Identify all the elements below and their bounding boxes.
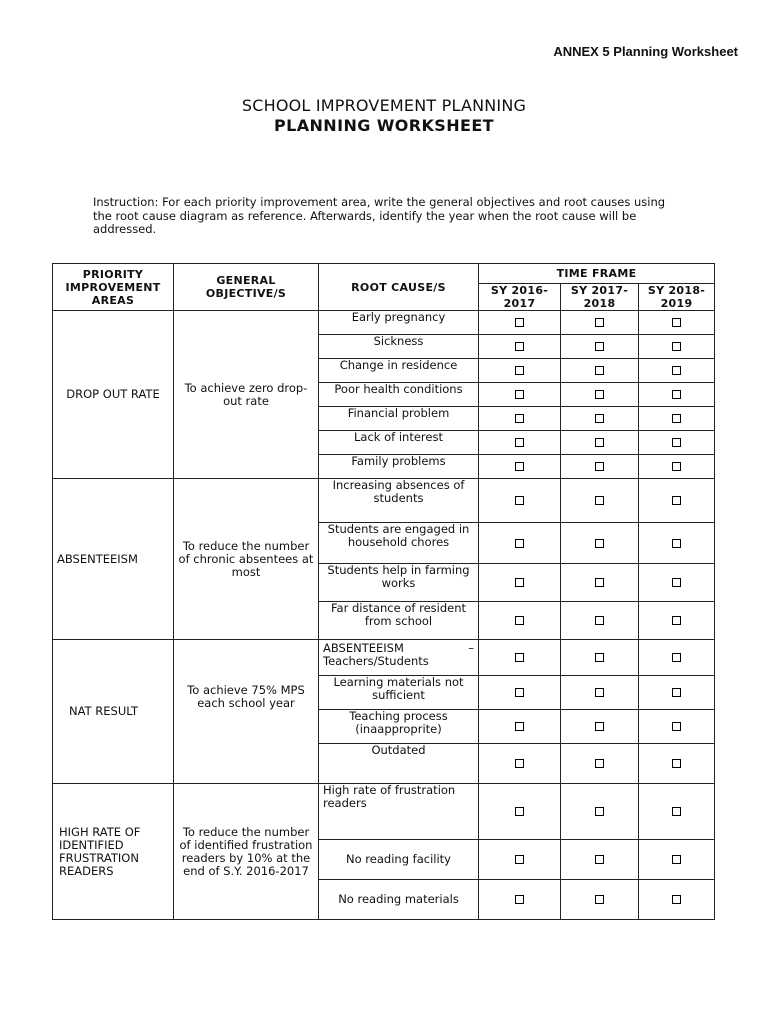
checkbox[interactable] xyxy=(595,895,604,904)
checkbox[interactable] xyxy=(595,366,604,375)
checkbox[interactable] xyxy=(515,578,524,587)
checkbox[interactable] xyxy=(595,653,604,662)
checkbox[interactable] xyxy=(515,342,524,351)
root-cause: Students help in farming works xyxy=(319,564,479,602)
planning-worksheet-table xyxy=(52,263,715,920)
root-cause-dash: – xyxy=(468,641,474,655)
checkbox[interactable] xyxy=(672,462,681,471)
header-priority-areas: PRIORITY IMPROVEMENT AREAS xyxy=(53,264,174,311)
checkbox[interactable] xyxy=(595,342,604,351)
checkbox[interactable] xyxy=(515,462,524,471)
checkbox[interactable] xyxy=(515,390,524,399)
root-cause: Teaching process (inaapproprite) xyxy=(319,710,479,744)
checkbox[interactable] xyxy=(595,807,604,816)
table-row xyxy=(53,640,715,676)
checkbox[interactable] xyxy=(672,366,681,375)
table-row xyxy=(53,311,715,335)
checkbox[interactable] xyxy=(672,722,681,731)
root-cause: Far distance of resident from school xyxy=(319,602,479,640)
checkbox[interactable] xyxy=(515,855,524,864)
checkbox[interactable] xyxy=(672,496,681,505)
checkbox[interactable] xyxy=(672,318,681,327)
header-root-causes: ROOT CAUSE/S xyxy=(319,264,479,311)
checkbox[interactable] xyxy=(672,539,681,548)
checkbox[interactable] xyxy=(515,688,524,697)
checkbox[interactable] xyxy=(672,616,681,625)
root-cause: No reading facility xyxy=(319,840,479,880)
root-cause: Sickness xyxy=(319,335,479,359)
root-cause: Increasing absences of students xyxy=(319,479,479,523)
checkbox[interactable] xyxy=(672,390,681,399)
area-nat-result xyxy=(53,640,174,784)
header-time-frame: TIME FRAME xyxy=(479,264,715,284)
checkbox[interactable] xyxy=(515,539,524,548)
root-cause-part: Teachers/Students xyxy=(323,654,429,668)
header-general-objectives: GENERAL OBJECTIVE/S xyxy=(174,264,319,311)
root-cause: Early pregnancy xyxy=(319,311,479,335)
checkbox[interactable] xyxy=(672,688,681,697)
area-drop-out-rate: DROP OUT RATE xyxy=(53,311,174,479)
table-row xyxy=(53,479,715,523)
root-cause: Outdated xyxy=(319,744,479,784)
root-cause: Change in residence xyxy=(319,359,479,383)
root-cause: Learning materials not sufficient xyxy=(319,676,479,710)
checkbox[interactable] xyxy=(515,895,524,904)
checkbox[interactable] xyxy=(595,688,604,697)
table-row xyxy=(53,784,715,840)
objective-drop-out-rate: To achieve zero drop-out rate xyxy=(174,311,319,479)
root-cause: Financial problem xyxy=(319,407,479,431)
checkbox[interactable] xyxy=(515,318,524,327)
root-cause: Family problems xyxy=(319,455,479,479)
checkbox[interactable] xyxy=(672,855,681,864)
area-nat-result-label: NAT RESULT xyxy=(69,704,139,718)
checkbox[interactable] xyxy=(595,855,604,864)
checkbox[interactable] xyxy=(672,759,681,768)
checkbox[interactable] xyxy=(515,496,524,505)
checkbox[interactable] xyxy=(515,759,524,768)
annex-label: ANNEX 5 Planning Worksheet xyxy=(553,44,738,59)
page-title: SCHOOL IMPROVEMENT PLANNING xyxy=(241,96,527,115)
checkbox[interactable] xyxy=(595,616,604,625)
instruction-text: Instruction: For each priority improvement area, write the general objectives and root causes using the root cause diagram as reference. Afterwards, identify the year when the root cause will be addressed. xyxy=(93,195,666,236)
objective-nat-result: To achieve 75% MPS each school year xyxy=(174,640,319,784)
checkbox[interactable] xyxy=(672,342,681,351)
objective-absenteeism: To reduce the number of chronic absentees at most xyxy=(174,479,319,640)
area-absenteeism: ABSENTEEISM xyxy=(53,479,174,640)
checkbox[interactable] xyxy=(515,438,524,447)
checkbox[interactable] xyxy=(595,390,604,399)
checkbox[interactable] xyxy=(595,722,604,731)
checkbox[interactable] xyxy=(672,807,681,816)
header-year-2017: SY 2017-2018 xyxy=(561,284,639,311)
checkbox[interactable] xyxy=(515,414,524,423)
root-cause: High rate of frustration readers xyxy=(319,784,479,840)
checkbox[interactable] xyxy=(515,807,524,816)
checkbox[interactable] xyxy=(595,539,604,548)
checkbox[interactable] xyxy=(672,895,681,904)
objective-frustration-readers: To reduce the number of identified frustration readers by 10% at the end of S.Y. 2016-2017 xyxy=(174,784,319,920)
area-frustration-readers: HIGH RATE OF IDENTIFIED FRUSTRATION READERS xyxy=(53,784,174,920)
checkbox[interactable] xyxy=(515,616,524,625)
checkbox[interactable] xyxy=(595,759,604,768)
checkbox[interactable] xyxy=(515,366,524,375)
checkbox[interactable] xyxy=(515,653,524,662)
checkbox[interactable] xyxy=(672,653,681,662)
checkbox[interactable] xyxy=(595,438,604,447)
root-cause: Students are engaged in household chores xyxy=(319,523,479,564)
checkbox[interactable] xyxy=(595,578,604,587)
checkbox[interactable] xyxy=(595,496,604,505)
root-cause: Lack of interest xyxy=(319,431,479,455)
header-year-2018: SY 2018-2019 xyxy=(639,284,715,311)
checkbox[interactable] xyxy=(672,414,681,423)
root-cause: No reading materials xyxy=(319,880,479,920)
root-cause-part: ABSENTEEISM xyxy=(323,641,404,655)
header-year-2016: SY 2016-2017 xyxy=(479,284,561,311)
root-cause: Poor health conditions xyxy=(319,383,479,407)
root-cause xyxy=(319,640,479,676)
page-subtitle: PLANNING WORKSHEET xyxy=(274,116,494,135)
checkbox[interactable] xyxy=(595,318,604,327)
checkbox[interactable] xyxy=(672,438,681,447)
checkbox[interactable] xyxy=(595,462,604,471)
checkbox[interactable] xyxy=(595,414,604,423)
checkbox[interactable] xyxy=(515,722,524,731)
checkbox[interactable] xyxy=(672,578,681,587)
